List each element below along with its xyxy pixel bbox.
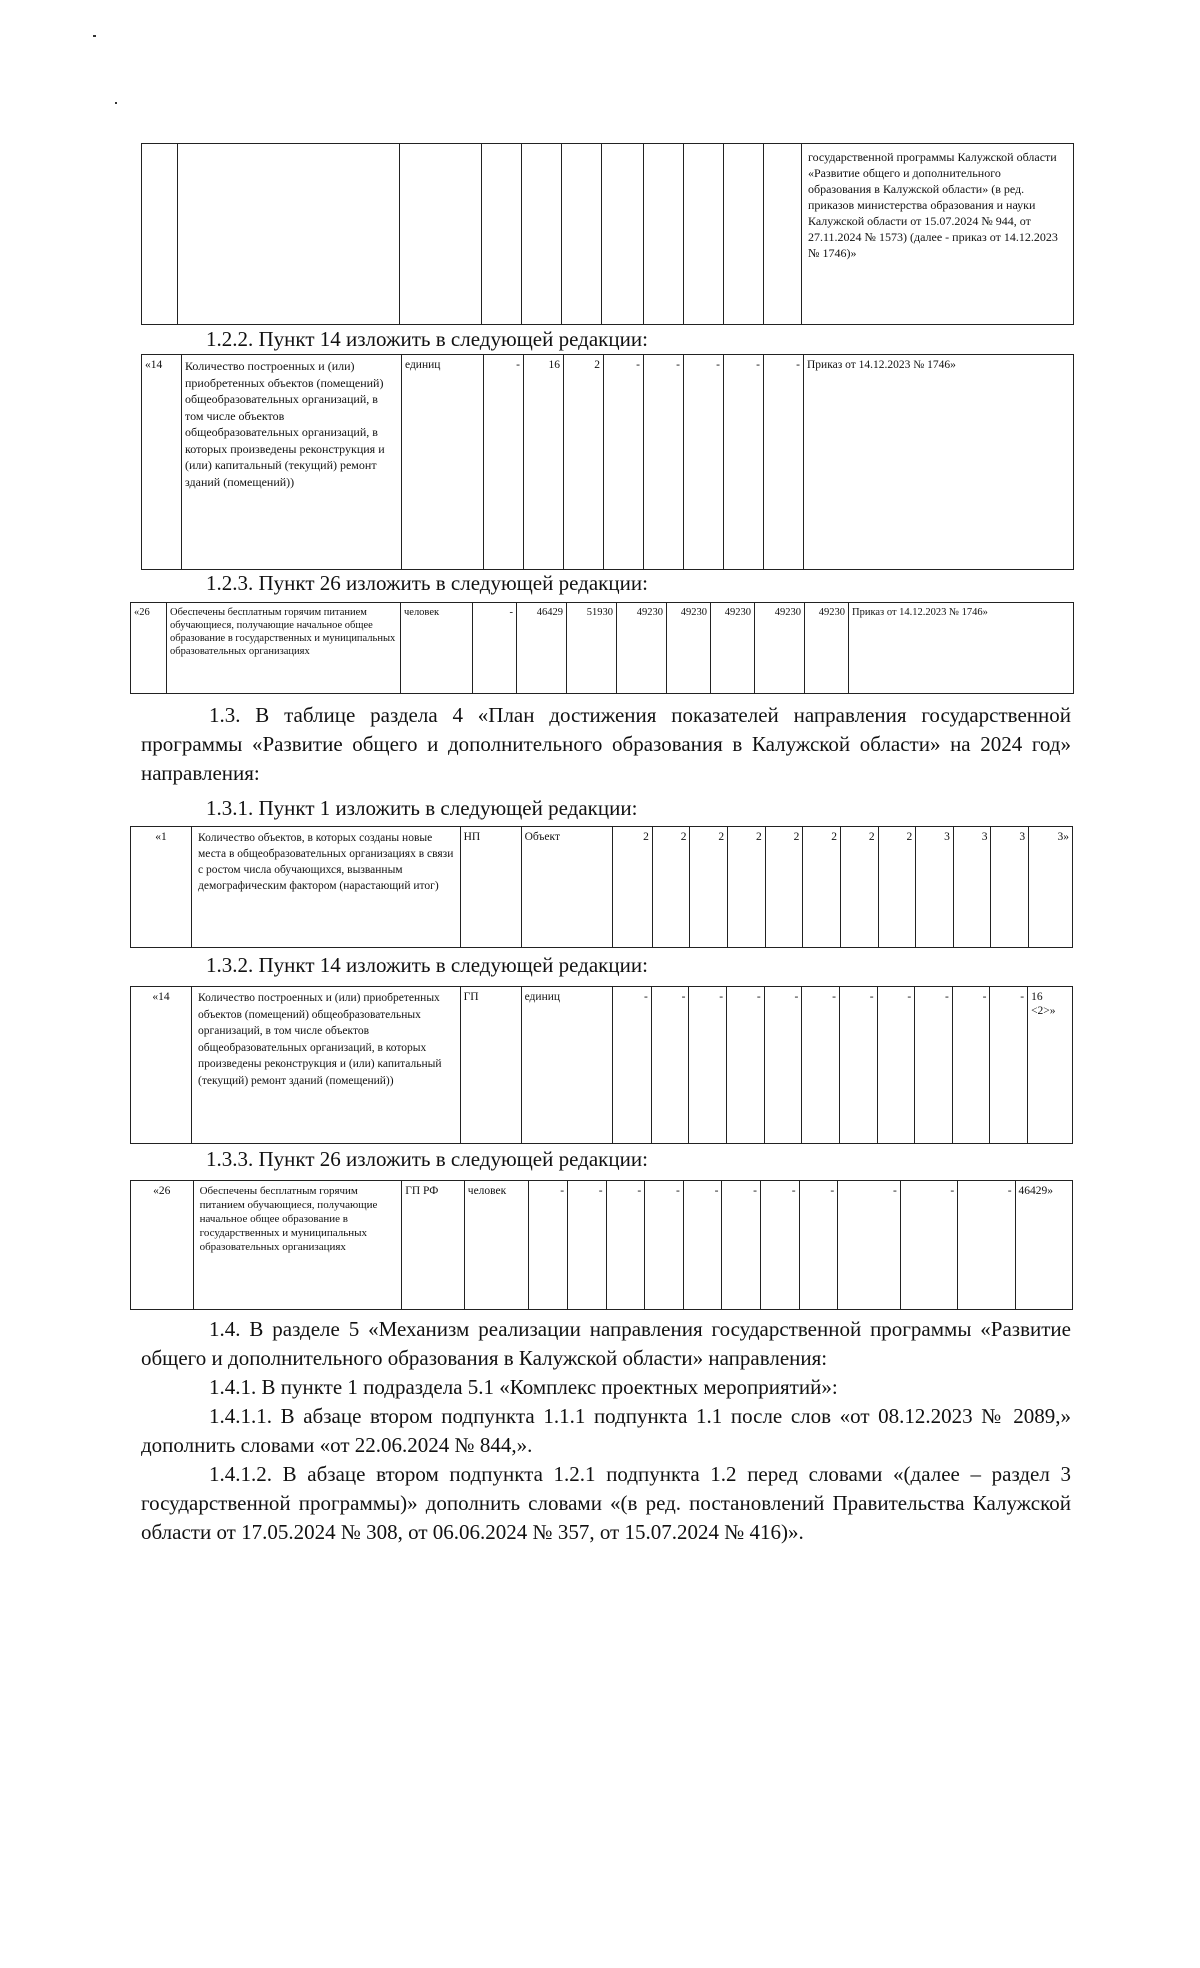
value-cell: - [877, 987, 915, 1144]
paragraph-block-1-4 [141, 1315, 1071, 1547]
level: НП [460, 827, 521, 948]
value-cell: 49230 [755, 603, 805, 694]
value-cell: - [684, 355, 724, 570]
value-cell: 2 [878, 827, 916, 948]
table-f-item-26 [130, 1180, 1073, 1310]
unit: человек [401, 603, 473, 694]
unit: Объект [521, 827, 613, 948]
table-a-continuation [141, 143, 1074, 325]
indicator-name: Количество объектов, в которых созданы новые места в общеобразовательных организациях в связи с ростом числа обучающихся, вызванным демографическим фактором (нарастающий итог) [192, 827, 461, 948]
table-d-item-1 [130, 826, 1073, 948]
value-cell: 2 [803, 827, 841, 948]
value-cell: 3 [953, 827, 991, 948]
heading-1-3-3: 1.3.3. Пункт 26 изложить в следующей редакции: [206, 1147, 648, 1171]
table-a-note: государственной программы Калужской области «Развитие общего и дополнительного образования в Калужской области» (в ред. приказов министерства образования и науки Калужской области от 15.07.2024 № 944, от 27.11.2024 № 1573) (далее - приказ от 14.12.2023 № 1746)» [802, 144, 1074, 325]
value-cell: - [838, 1181, 901, 1310]
value-cell: 2 [564, 355, 604, 570]
value-cell: - [568, 1181, 607, 1310]
scan-speck [93, 35, 96, 37]
paragraph-1-4-1-2: 1.4.1.2. В абзаце втором подпункта 1.2.1 подпункта 1.2 перед словами «(далее – раздел 3 государственной программы)» дополнить словами «(в ред. постановлений Правительства Калужской области от 17.05.2024 № 308, от 06.06.2024 № 357, от 15.07.2024 № 416)». [141, 1462, 1071, 1544]
value-cell: - [484, 355, 524, 570]
paragraph-1-4: 1.4. В разделе 5 «Механизм реализации направления государственной программы «Развитие общего и дополнительного образования в Калужской области» направления: [141, 1317, 1071, 1370]
table-row [131, 603, 1074, 694]
value-cell: 51930 [567, 603, 617, 694]
unit: единиц [402, 355, 484, 570]
table-row [131, 827, 1073, 948]
paragraph-1-3 [141, 701, 1071, 788]
heading-1-3-1: 1.3.1. Пункт 1 изложить в следующей редакции: [206, 796, 638, 820]
unit: человек [464, 1181, 529, 1310]
value-cell: 3» [1029, 827, 1073, 948]
value-cell: 3 [916, 827, 954, 948]
value-cell: 2 [765, 827, 803, 948]
table-b-item-14 [141, 354, 1074, 570]
value-cell: - [915, 987, 953, 1144]
row-number: «26 [131, 603, 167, 694]
value-cell: - [764, 355, 804, 570]
source-reference: Приказ от 14.12.2023 № 1746» [804, 355, 1074, 570]
table-row [142, 355, 1074, 570]
value-cell: - [613, 987, 652, 1144]
value-cell: 2 [613, 827, 653, 948]
table-e-item-14 [130, 986, 1073, 1144]
indicator-name: Количество построенных и (или) приобретенных объектов (помещений) общеобразовательных организаций, в том числе объектов общеобразовательных организаций, в которых произведены реконструкция и (или) капитальный (текущий) ремонт зданий (помещений)) [182, 355, 402, 570]
value-cell: 49230 [805, 603, 849, 694]
value-cell: 49230 [711, 603, 755, 694]
value-cell: - [764, 987, 802, 1144]
unit: единиц [521, 987, 613, 1144]
table-c-item-26 [130, 602, 1074, 694]
value-cell: - [802, 987, 840, 1144]
paragraph-text: 1.3. В таблице раздела 4 «План достижения показателей направления государственной программы «Развитие общего и дополнительного образования в Калужской области» на 2024 год» направления: [141, 703, 1071, 785]
value-cell: - [799, 1181, 838, 1310]
value-cell: 2 [728, 827, 766, 948]
row-number: «14 [131, 987, 192, 1144]
row-number: «26 [131, 1181, 194, 1310]
value-cell: 16 <2>» [1028, 987, 1073, 1144]
indicator-name: Обеспечены бесплатным горячим питанием обучающиеся, получающие начальное общее образование в государственных и муниципальных образовательных организациях [167, 603, 401, 694]
value-cell: - [683, 1181, 722, 1310]
value-cell: - [839, 987, 877, 1144]
indicator-name: Обеспечены бесплатным горячим питанием обучающиеся, получающие начальное общее образование в государственных и муниципальных образовательных организациях [193, 1181, 402, 1310]
value-cell: - [651, 987, 689, 1144]
value-cell: - [727, 987, 765, 1144]
value-cell: 16 [524, 355, 564, 570]
value-cell: - [900, 1181, 957, 1310]
source-reference: Приказ от 14.12.2023 № 1746» [849, 603, 1074, 694]
table-row [142, 144, 1074, 325]
value-cell: - [689, 987, 727, 1144]
value-cell: 2 [840, 827, 878, 948]
value-cell: - [473, 603, 517, 694]
value-cell: - [645, 1181, 684, 1310]
paragraph-1-4-1: 1.4.1. В пункте 1 подраздела 5.1 «Комплекс проектных мероприятий»: [209, 1375, 838, 1399]
value-cell: - [606, 1181, 645, 1310]
value-cell: - [722, 1181, 761, 1310]
table-row [131, 987, 1073, 1144]
level: ГП РФ [402, 1181, 465, 1310]
value-cell: 2 [652, 827, 690, 948]
heading-1-3-2: 1.3.2. Пункт 14 изложить в следующей редакции: [206, 953, 648, 977]
scan-speck [115, 102, 117, 104]
value-cell: 49230 [667, 603, 711, 694]
heading-1-2-3: 1.2.3. Пункт 26 изложить в следующей редакции: [206, 571, 648, 595]
value-cell: - [990, 987, 1028, 1144]
value-cell: - [958, 1181, 1015, 1310]
level: ГП [460, 987, 521, 1144]
value-cell: - [529, 1181, 568, 1310]
value-cell: 46429 [517, 603, 567, 694]
table-row [131, 1181, 1073, 1310]
value-cell: 49230 [617, 603, 667, 694]
value-cell: - [604, 355, 644, 570]
row-number: «1 [131, 827, 192, 948]
row-number: «14 [142, 355, 182, 570]
value-cell: - [644, 355, 684, 570]
value-cell: 3 [991, 827, 1029, 948]
heading-1-2-2: 1.2.2. Пункт 14 изложить в следующей редакции: [206, 327, 648, 351]
value-cell: - [724, 355, 764, 570]
value-cell: 46429» [1015, 1181, 1072, 1310]
value-cell: - [952, 987, 990, 1144]
value-cell: - [761, 1181, 800, 1310]
value-cell: 2 [690, 827, 728, 948]
paragraph-1-4-1-1: 1.4.1.1. В абзаце втором подпункта 1.1.1 подпункта 1.1 после слов «от 08.12.2023 № 2089,» дополнить словами «от 22.06.2024 № 844,». [141, 1404, 1071, 1457]
indicator-name: Количество построенных и (или) приобретенных объектов (помещений) общеобразовательных организаций, в том числе объектов общеобразовательных организаций, в которых произведены реконструкция и (или) капитальный (текущий) ремонт зданий (помещений)) [192, 987, 461, 1144]
